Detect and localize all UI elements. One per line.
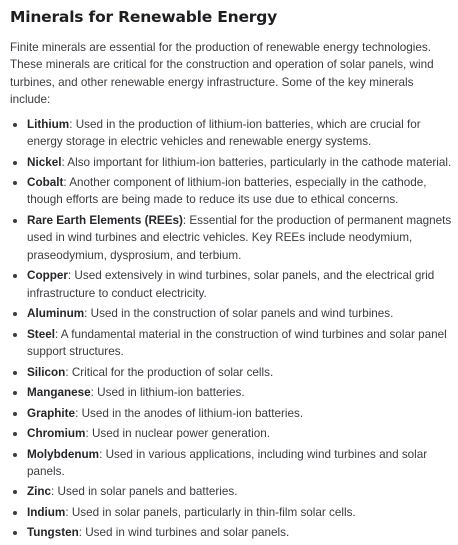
mineral-description: Critical for the production of solar cells. bbox=[71, 365, 274, 379]
mineral-name: Manganese bbox=[27, 386, 91, 400]
mineral-description: Used in solar panels, particularly in thin-film solar cells. bbox=[71, 505, 356, 519]
list-item: Molybdenum: Used in various applications, including wind turbines and solar panels. bbox=[10, 446, 452, 481]
bullet-icon bbox=[13, 490, 17, 494]
list-item: Graphite: Used in the anodes of lithium-ion batteries. bbox=[10, 405, 452, 422]
list-item: Chromium: Used in nuclear power generation. bbox=[10, 425, 452, 442]
mineral-name: Tungsten bbox=[27, 526, 79, 540]
bullet-icon bbox=[13, 123, 17, 127]
bullet-icon bbox=[13, 274, 17, 278]
bullet-icon bbox=[13, 391, 17, 395]
mineral-name: Copper bbox=[27, 269, 68, 283]
mineral-name: Lithium bbox=[27, 117, 70, 131]
mineral-description: Essential for the production of permanent magnets used in wind turbines and electric vehicles. Key REEs include neodymium, praseodymium, dysprosium, and terbium. bbox=[27, 213, 452, 262]
list-item: Lithium: Used in the production of lithium-ion batteries, which are crucial for energy storage in electric vehicles and renewable energy systems. bbox=[10, 116, 452, 151]
page-title: Minerals for Renewable Energy bbox=[10, 8, 278, 26]
bullet-icon bbox=[13, 412, 17, 416]
minerals-list bbox=[10, 116, 452, 542]
mineral-description: Used in the anodes of lithium-ion batteries. bbox=[81, 406, 304, 420]
mineral-description: Used in wind turbines and solar panels. bbox=[85, 526, 290, 540]
bullet-icon bbox=[13, 371, 17, 375]
intro-paragraph: Finite minerals are essential for the production of renewable energy technologies. These minerals are critical for the construction and operation of solar panels, wind turbines, and other renewable energy infrastructure. Some of the key minerals include: bbox=[10, 41, 434, 107]
list-item: Nickel: Also important for lithium-ion batteries, particularly in the cathode material. bbox=[10, 154, 452, 171]
mineral-description: Used in solar panels and batteries. bbox=[57, 485, 238, 499]
mineral-name: Chromium bbox=[27, 427, 86, 441]
bullet-icon bbox=[13, 511, 17, 515]
mineral-name: Indium bbox=[27, 505, 66, 519]
mineral-name: Molybdenum bbox=[27, 447, 100, 461]
list-item: Zinc: Used in solar panels and batteries. bbox=[10, 483, 452, 500]
bullet-icon bbox=[13, 312, 17, 316]
mineral-description: Another component of lithium-ion batteries, especially in the cathode, though efforts are being made to reduce its use due to ethical concerns. bbox=[27, 176, 427, 207]
bullet-icon bbox=[13, 453, 17, 457]
mineral-name: Graphite bbox=[27, 406, 76, 420]
mineral-description: Used in the construction of solar panels and wind turbines. bbox=[90, 307, 394, 321]
article bbox=[10, 5, 452, 545]
mineral-description: Used in nuclear power generation. bbox=[91, 427, 270, 441]
mineral-name: Cobalt bbox=[27, 176, 64, 190]
bullet-icon bbox=[13, 219, 17, 223]
mineral-description: Used in various applications, including wind turbines and solar panels. bbox=[27, 447, 428, 478]
bullet-icon bbox=[13, 333, 17, 337]
list-item: Cobalt: Another component of lithium-ion batteries, especially in the cathode, though efforts are being made to reduce its use due to ethical concerns. bbox=[10, 174, 452, 209]
bullet-icon bbox=[13, 161, 17, 165]
mineral-name: Rare Earth Elements (REEs) bbox=[27, 213, 183, 227]
mineral-description: Used in lithium-ion batteries. bbox=[97, 386, 245, 400]
list-item: Aluminum: Used in the construction of solar panels and wind turbines. bbox=[10, 305, 452, 322]
bullet-icon bbox=[13, 432, 17, 436]
mineral-description: Used extensively in wind turbines, solar panels, and the electrical grid infrastructure to conduct electricity. bbox=[27, 269, 435, 300]
list-item: Silicon: Critical for the production of solar cells. bbox=[10, 364, 452, 381]
mineral-description: Also important for lithium-ion batteries, particularly in the cathode material. bbox=[67, 155, 452, 169]
mineral-name: Steel bbox=[27, 327, 55, 341]
mineral-name: Aluminum bbox=[27, 307, 85, 321]
mineral-description: Used in the production of lithium-ion batteries, which are crucial for energy storage in electric vehicles and renewable energy systems. bbox=[27, 117, 421, 149]
mineral-name: Silicon bbox=[27, 365, 66, 379]
list-item: Steel: A fundamental material in the construction of wind turbines and solar panel support structures. bbox=[10, 326, 452, 361]
mineral-description: A fundamental material in the construction of wind turbines and solar panel support structures. bbox=[27, 327, 447, 359]
bullet-icon bbox=[13, 181, 17, 185]
mineral-name: Zinc bbox=[27, 485, 52, 499]
mineral-name: Nickel bbox=[27, 155, 62, 169]
list-item: Indium: Used in solar panels, particularly in thin-film solar cells. bbox=[10, 504, 452, 521]
bullet-icon bbox=[13, 531, 17, 535]
list-item: Copper: Used extensively in wind turbines, solar panels, and the electrical grid infrastructure to conduct electricity. bbox=[10, 267, 452, 302]
list-item: Tungsten: Used in wind turbines and solar panels. bbox=[10, 524, 452, 541]
list-item: Rare Earth Elements (REEs): Essential for the production of permanent magnets used in wind turbines and electric vehicles. Key REEs include neodymium, praseodymium, dysprosium, and terbium. bbox=[10, 212, 452, 264]
list-item: Manganese: Used in lithium-ion batteries. bbox=[10, 384, 452, 401]
